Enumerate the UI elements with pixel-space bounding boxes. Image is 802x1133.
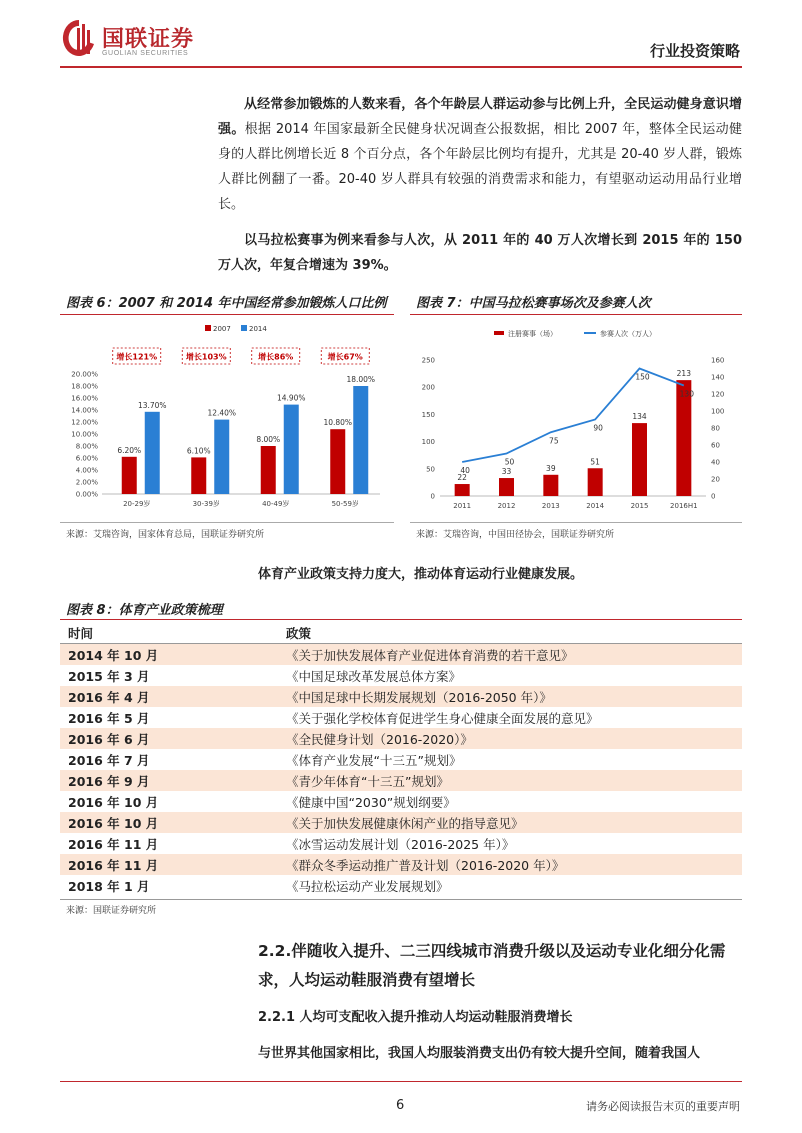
cell-policy: 《中国足球改革发展总体方案》 <box>286 668 462 684</box>
x-tick-label: 40-49岁 <box>262 500 290 508</box>
growth-annotation: 增长103% <box>185 352 227 362</box>
cell-time: 2014 年 10 月 <box>60 644 278 666</box>
data-label: 6.10% <box>186 446 211 456</box>
line-data-label: 130 <box>679 389 694 399</box>
cell-policy: 《关于强化学校体育促进学生身心健康全面发展的意见》 <box>286 710 599 726</box>
table-row <box>60 749 742 770</box>
cell-time: 2016 年 5 月 <box>68 710 150 726</box>
table-row <box>60 833 742 854</box>
growth-annotation: 增长86% <box>258 352 294 362</box>
y-left-tick-label: 50 <box>426 465 435 474</box>
line-data-label: 50 <box>504 457 515 467</box>
y-right-tick-label: 80 <box>711 424 720 433</box>
footer-rule <box>60 1081 742 1082</box>
data-label: 12.40% <box>207 408 237 418</box>
bar <box>499 478 514 496</box>
cell-policy: 《关于加快发展健康休闲产业的指导意见》 <box>278 812 742 833</box>
cell-policy: 《群众冬季运动推广普及计划（2016-2020 年）》 <box>278 854 742 875</box>
policy-heading: 体育产业政策支持力度大，推动体育运动行业健康发展。 <box>258 567 584 582</box>
y-tick-label: 12.00% <box>71 418 98 427</box>
chart6-title-rule <box>60 314 394 315</box>
table-row <box>60 854 742 875</box>
cell-policy: 《马拉松运动产业发展规划》 <box>286 878 449 894</box>
subsection-heading: 2.2.1 人均可支配收入提升推动人均运动鞋服消费增长 <box>258 1010 573 1025</box>
x-tick-label: 2011 <box>453 502 472 510</box>
x-tick-label: 2015 <box>630 502 649 510</box>
table-row <box>60 875 742 896</box>
y-tick-label: 16.00% <box>71 394 98 403</box>
legend-label: 参赛人次（万人） <box>600 330 656 338</box>
y-right-tick-label: 20 <box>711 475 720 484</box>
x-tick-label: 50-59岁 <box>331 500 359 508</box>
y-right-tick-label: 0 <box>711 492 716 501</box>
policy-table <box>60 622 742 896</box>
paragraph-lead: 以马拉松赛事为例来看参与人次，从 2011 年的 40 万人次增长到 2015 年的 150 万人次，年复合增速为 39%。 <box>218 233 742 273</box>
x-tick-label: 2016H1 <box>670 502 698 510</box>
bar <box>284 405 299 494</box>
section-heading: 2.2.伴随收入提升、二三四线城市消费升级以及运动专业化细分化需求，人均运动鞋服消费有望增长 <box>258 942 726 989</box>
cell-policy: 《关于加快发展体育产业促进体育消费的若干意见》 <box>278 644 742 666</box>
table-row <box>60 812 742 833</box>
bar <box>455 484 470 496</box>
table-title-rule <box>60 619 742 620</box>
cell-policy: 《中国足球中长期发展规划（2016-2050 年）》 <box>278 686 742 707</box>
bar <box>330 429 345 494</box>
table-row <box>60 686 742 707</box>
chart7-source: 来源：艾瑞咨询，中国田径协会，国联证券研究所 <box>416 530 615 540</box>
bar-data-label: 33 <box>501 467 512 477</box>
col-time: 时间 <box>60 622 278 644</box>
table-row <box>60 728 742 749</box>
bar <box>632 423 647 496</box>
cell-time: 2016 年 10 月 <box>68 794 159 810</box>
cell-policy: 《青少年体育“十三五”规划》 <box>278 770 742 791</box>
bar <box>214 420 229 494</box>
bar <box>588 468 603 496</box>
cell-time: 2018 年 1 月 <box>68 878 150 894</box>
cell-time: 2016 年 11 月 <box>68 836 159 852</box>
y-tick-label: 20.00% <box>71 370 98 379</box>
data-label: 10.80% <box>323 418 353 428</box>
bar <box>353 386 368 494</box>
table-header-row <box>60 622 742 644</box>
line-data-label: 40 <box>460 466 470 475</box>
y-left-tick-label: 250 <box>421 356 435 365</box>
chart6-bottom-rule <box>60 522 394 523</box>
y-right-tick-label: 60 <box>711 441 720 450</box>
data-label: 18.00% <box>346 375 376 384</box>
bar <box>122 457 137 494</box>
paragraph-body: 根据 2014 年国家最新全民健身状况调查公报数据，相比 2007 年，整体全民运动健身的人群比例增长近 8 个百分点，各个年龄层比例均有提升，尤其是 20-40 岁人群，锻炼人群比例翻了一番。20-40 岁人群具有较强的消费需求和能力，有望驱动运动用品行业增长。 <box>218 122 742 212</box>
y-tick-label: 10.00% <box>71 430 98 439</box>
legend-label: 注册赛事（场） <box>508 330 557 338</box>
document-type: 行业投资策略 <box>649 42 740 60</box>
section-body: 与世界其他国家相比，我国人均服装消费支出仍有较大提升空间，随着我国人 <box>258 1046 701 1061</box>
cell-time: 2016 年 11 月 <box>60 854 278 875</box>
legend-label: 2014 <box>249 325 267 333</box>
data-label: 14.90% <box>276 393 306 403</box>
paragraph-marathon <box>218 228 742 278</box>
chart7 <box>410 316 742 516</box>
y-tick-label: 4.00% <box>75 466 98 475</box>
y-right-tick-label: 40 <box>711 458 720 467</box>
chart6-source: 来源：艾瑞咨询，国家体育总局，国联证券研究所 <box>66 530 265 540</box>
x-tick-label: 2014 <box>586 502 605 510</box>
line-data-label: 75 <box>549 436 559 446</box>
bar-data-label: 22 <box>457 473 467 483</box>
cell-time: 2016 年 7 月 <box>68 752 150 768</box>
chart6-title: 图表 6：2007 和 2014 年中国经常参加锻炼人口比例 <box>66 296 387 311</box>
disclaimer-note: 请务必阅读报告末页的重要声明 <box>586 1100 740 1113</box>
legend-swatch <box>494 331 504 335</box>
bar <box>191 457 206 494</box>
y-right-tick-label: 100 <box>711 407 725 416</box>
line-data-label: 90 <box>593 423 603 433</box>
y-tick-label: 2.00% <box>75 478 98 487</box>
col-policy: 政策 <box>278 622 742 644</box>
table-source: 来源：国联证券研究所 <box>66 906 157 916</box>
series-line <box>462 369 684 463</box>
y-left-tick-label: 0 <box>430 492 435 501</box>
chart7-title: 图表 7：中国马拉松赛事场次及参赛人次 <box>416 296 651 311</box>
data-label: 13.70% <box>137 400 167 410</box>
table-row <box>60 791 742 812</box>
chart6 <box>60 316 394 516</box>
bar-data-label: 134 <box>632 412 647 422</box>
logo-subtext: GUOLIAN SECURITIES <box>102 50 189 57</box>
logo-text: 国联证券 <box>102 27 195 52</box>
legend-swatch <box>241 325 247 331</box>
x-tick-label: 2012 <box>497 502 516 510</box>
x-tick-label: 2013 <box>541 502 560 510</box>
y-tick-label: 6.00% <box>75 454 98 463</box>
y-right-tick-label: 120 <box>711 390 725 399</box>
cell-time: 2016 年 6 月 <box>60 728 278 749</box>
y-left-tick-label: 100 <box>421 438 435 447</box>
y-left-tick-label: 200 <box>421 383 435 392</box>
x-tick-label: 30-39岁 <box>192 500 220 508</box>
table-row <box>60 770 742 791</box>
page-number: 6 <box>396 1098 405 1113</box>
table-row <box>60 707 742 728</box>
bar-data-label: 51 <box>590 457 600 467</box>
y-tick-label: 14.00% <box>71 406 98 415</box>
bar <box>261 446 276 494</box>
cell-time: 2016 年 10 月 <box>60 812 278 833</box>
chart7-title-rule <box>410 314 742 315</box>
growth-annotation: 增长121% <box>116 352 158 362</box>
cell-time: 2016 年 9 月 <box>60 770 278 791</box>
chart7-bottom-rule <box>410 522 742 523</box>
logo-icon <box>62 18 96 58</box>
y-tick-label: 18.00% <box>71 382 98 391</box>
cell-policy: 《全民健身计划（2016-2020）》 <box>278 728 742 749</box>
bar <box>543 475 558 496</box>
y-tick-label: 8.00% <box>75 442 98 451</box>
y-tick-label: 0.00% <box>75 490 98 499</box>
x-tick-label: 20-29岁 <box>123 500 151 508</box>
data-label: 8.00% <box>256 435 281 444</box>
cell-policy: 《体育产业发展“十三五”规划》 <box>286 752 462 768</box>
cell-policy: 《健康中国“2030”规划纲要》 <box>286 794 456 810</box>
table-bottom-rule <box>60 899 742 900</box>
y-right-tick-label: 140 <box>711 373 725 382</box>
y-right-tick-label: 160 <box>711 356 725 365</box>
bar-data-label: 213 <box>676 369 691 379</box>
bar <box>145 412 160 494</box>
legend-swatch <box>205 325 211 331</box>
legend-label: 2007 <box>213 325 231 333</box>
growth-annotation: 增长67% <box>327 352 363 362</box>
table-title: 图表 8：体育产业政策梳理 <box>66 603 223 618</box>
bar-data-label: 39 <box>546 463 556 473</box>
cell-time: 2016 年 4 月 <box>60 686 278 707</box>
data-label: 6.20% <box>117 445 142 455</box>
line-data-label: 150 <box>635 372 650 382</box>
header-rule <box>60 66 742 68</box>
y-left-tick-label: 150 <box>421 410 435 419</box>
table-row <box>60 644 742 666</box>
paragraph-lead: 从经常参加锻炼的人数来看，各个年龄层人群运动参与比例上升，全民运动健身意识增强。 <box>218 97 742 137</box>
paragraph-exercise <box>218 92 742 217</box>
cell-policy: 《冰雪运动发展计划（2016-2025 年）》 <box>286 836 515 852</box>
cell-time: 2015 年 3 月 <box>68 668 150 684</box>
table-row <box>60 665 742 686</box>
